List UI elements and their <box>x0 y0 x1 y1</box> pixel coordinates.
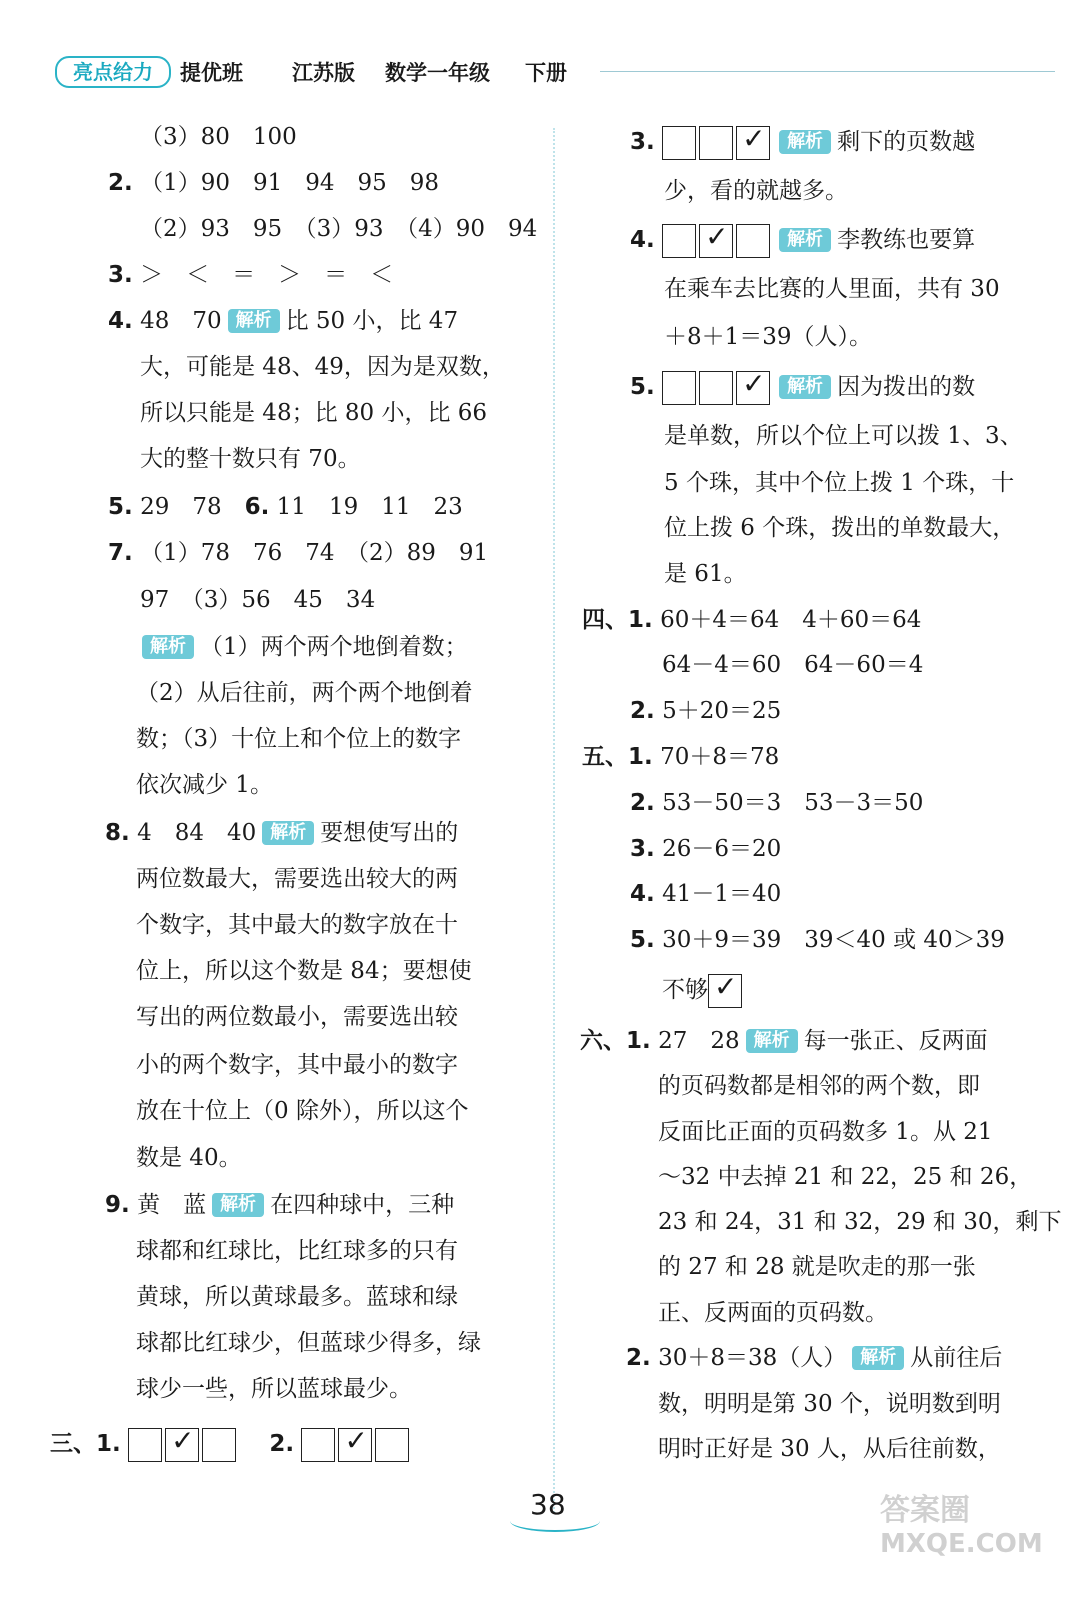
answer-line <box>580 1026 988 1056</box>
answer-text: 写出的两位数最小，需要选出较 <box>136 1004 458 1030</box>
page-number: 38 <box>530 1488 566 1521</box>
question-number: 2. <box>269 1431 295 1457</box>
answer-line <box>582 605 921 635</box>
answer-text: 是 61。 <box>664 561 747 587</box>
answer-text: 48 70 <box>140 308 222 334</box>
svg-text:答案圈: 答案圈 <box>880 1493 970 1528</box>
analysis-text: 剩下的页数越 <box>837 129 976 155</box>
question-number: 3. <box>108 262 133 288</box>
empty-box <box>301 1428 335 1462</box>
analysis-text: 在四种球中，三种 <box>270 1192 455 1218</box>
answer-line <box>626 1343 1002 1373</box>
answer-text: （1）90 91 94 95 98 <box>140 170 440 196</box>
volume: 下册 <box>525 61 567 85</box>
answer-line <box>105 818 458 848</box>
answer-text: 反面比正面的页码数多 1。从 21 <box>658 1119 993 1145</box>
answer-text: 26－6＝20 <box>662 836 782 862</box>
answer-text: 27 28 <box>658 1028 740 1054</box>
answer-line <box>136 1143 242 1173</box>
answer-text: ～32 中去掉 21 和 22，25 和 26， <box>658 1164 1033 1190</box>
answer-text: 53－50＝3 53－3＝50 <box>662 790 924 816</box>
answer-line <box>630 371 975 405</box>
answer-line <box>664 421 1023 451</box>
answer-line <box>140 352 505 382</box>
answer-line <box>140 214 537 244</box>
analysis-badge: 解析 <box>228 309 280 333</box>
empty-box <box>662 126 696 160</box>
answer-line <box>108 260 393 290</box>
answer-line <box>136 724 461 754</box>
answer-text: 64－4＝60 64－60＝4 <box>662 652 924 678</box>
answer-text: （2）从后往前，两个两个地倒着 <box>136 680 473 706</box>
answer-line <box>658 1207 1061 1237</box>
answer-text: 41－1＝40 <box>662 881 782 907</box>
question-number: 5. <box>630 374 655 400</box>
answer-line <box>105 1190 454 1220</box>
answer-line <box>664 513 1015 543</box>
answer-line <box>136 1374 412 1404</box>
analysis-badge: 解析 <box>262 821 314 845</box>
analysis-badge: 解析 <box>142 635 194 659</box>
checkbox-group <box>662 126 773 160</box>
answer-text: 大的整十数只有 70。 <box>140 446 361 472</box>
checked-box <box>338 1428 372 1462</box>
analysis-badge: 解析 <box>779 375 831 399</box>
answer-line <box>108 538 488 568</box>
answer-text: 球都和红球比，比红球多的只有 <box>136 1238 458 1264</box>
answer-line <box>140 585 375 615</box>
answer-line <box>136 678 473 708</box>
answer-line <box>630 788 923 818</box>
answer-line <box>136 1236 458 1266</box>
answer-text: 5 个珠，其中个位上拨 1 个珠，十 <box>664 470 1015 496</box>
analysis-text: 因为拨出的数 <box>837 374 976 400</box>
answer-text: （2）93 95 （3）93 （4）90 94 <box>140 216 538 242</box>
answer-line <box>630 696 781 726</box>
answer-text: 放在十位上（0 除外），所以这个 <box>136 1098 469 1124</box>
empty-box <box>375 1428 409 1462</box>
answer-line <box>630 224 975 258</box>
edition: 江苏版 <box>292 61 355 85</box>
analysis-text: 比 50 小，比 47 <box>285 308 459 334</box>
analysis-text: 李教练也要算 <box>837 227 976 253</box>
analysis-badge: 解析 <box>779 228 831 252</box>
answer-line <box>630 925 1005 955</box>
answer-text: 大，可能是 48、49，因为是双数， <box>140 354 505 380</box>
answer-text: 5＋20＝25 <box>662 698 782 724</box>
empty-box <box>662 371 696 405</box>
empty-box <box>736 224 770 258</box>
empty-box <box>128 1428 162 1462</box>
subject: 数学一年级 <box>385 61 490 85</box>
answer-text: 11 19 11 23 <box>276 494 463 520</box>
checked-box <box>736 371 770 405</box>
answer-line <box>108 492 463 522</box>
brand-logo: 亮点给力 <box>55 56 171 88</box>
checked-box <box>699 224 733 258</box>
question-number: 4. <box>630 881 655 907</box>
answer-text: 60＋4＝64 4＋60＝64 <box>660 607 922 633</box>
answer-line <box>108 306 458 336</box>
answer-line <box>658 1117 993 1147</box>
question-number: 四、1. <box>582 607 653 633</box>
answer-line <box>140 444 361 474</box>
answer-text: 数，明明是第 30 个，说明数到明 <box>658 1391 1001 1417</box>
answer-text: 个数字，其中最大的数字放在十 <box>136 912 458 938</box>
answer-line <box>582 742 779 772</box>
answer-line <box>136 632 468 662</box>
header-rule <box>600 71 1055 72</box>
answer-text: 不够 <box>662 977 708 1003</box>
question-number: 4. <box>108 308 133 334</box>
answer-line <box>658 1252 976 1282</box>
answer-text: 依次减少 1。 <box>136 772 273 798</box>
brand-name: 提优班 <box>180 61 243 85</box>
answer-line <box>662 650 923 680</box>
question-number: 2. <box>630 790 655 816</box>
answer-line <box>136 1050 458 1080</box>
answer-text: 黄球，所以黄球最多。蓝球和绿 <box>136 1284 458 1310</box>
answer-line <box>136 864 458 894</box>
answer-line <box>658 1389 1001 1419</box>
answer-line <box>136 1328 481 1358</box>
question-number: 5. <box>108 494 133 520</box>
question-number: 5. <box>630 927 655 953</box>
answer-text: 球都比红球少，但蓝球少得多，绿 <box>136 1330 481 1356</box>
answer-text: 70＋8＝78 <box>660 744 780 770</box>
watermark <box>880 1490 1050 1564</box>
answer-line <box>658 1434 1001 1464</box>
checked-box <box>708 974 742 1008</box>
answer-line <box>140 398 487 428</box>
empty-box <box>202 1428 236 1462</box>
answer-text: ＞ ＜ ＝ ＞ ＝ ＜ <box>140 262 394 288</box>
answer-line <box>658 1298 888 1328</box>
checked-box <box>165 1428 199 1462</box>
answer-text: 两位数最大，需要选出较大的两 <box>136 866 458 892</box>
question-number: 6. <box>244 494 270 520</box>
answer-text: 黄 蓝 <box>137 1192 207 1218</box>
checkbox-group <box>662 371 773 405</box>
answer-text: 少，看的就越多。 <box>664 178 848 204</box>
question-number: 五、1. <box>582 744 653 770</box>
checkbox-group <box>301 1428 412 1462</box>
answer-text: 23 和 24，31 和 32，29 和 30，剩下 <box>658 1209 1062 1235</box>
section-3-answers <box>50 1428 412 1462</box>
answer-line <box>136 1002 458 1032</box>
answer-text: 29 78 <box>140 494 245 520</box>
question-number: 7. <box>108 540 133 566</box>
answer-text: 所以只能是 48；比 80 小，比 66 <box>140 400 488 426</box>
empty-box <box>662 224 696 258</box>
page-number-swoosh <box>510 1510 600 1532</box>
question-number: 3. <box>630 129 655 155</box>
answer-line <box>136 910 458 940</box>
answer-text: 是单数，所以个位上可以拨 1、3、 <box>664 423 1023 449</box>
empty-box <box>699 126 733 160</box>
question-number: 2. <box>630 698 655 724</box>
answer-text: （3）80 100 <box>140 124 297 150</box>
checkbox-group <box>708 974 745 1008</box>
answer-text: 在乘车去比赛的人里面，共有 30 <box>664 276 1000 302</box>
column-divider <box>553 128 555 1513</box>
checkbox-group <box>128 1428 239 1462</box>
analysis-badge: 解析 <box>779 130 831 154</box>
answer-line <box>136 1282 458 1312</box>
answer-text: 97 （3）56 45 34 <box>140 587 376 613</box>
analysis-text: 从前往后 <box>910 1345 1003 1371</box>
question-number: 8. <box>105 820 130 846</box>
watermark-logo-icon <box>880 1490 1050 1560</box>
answer-text: 30＋9＝39 39＜40 或 40＞39 <box>662 927 1005 953</box>
page-header <box>55 52 1055 88</box>
answer-text: 正、反两面的页码数。 <box>658 1300 888 1326</box>
checkbox-group <box>662 224 773 258</box>
checked-box <box>736 126 770 160</box>
answer-text: 的 27 和 28 就是吹走的那一张 <box>658 1254 976 1280</box>
answer-line <box>136 1096 468 1126</box>
answer-line <box>664 176 848 206</box>
question-number: 4. <box>630 227 655 253</box>
analysis-text: 每一张正、反两面 <box>803 1028 988 1054</box>
answer-line <box>664 274 1000 304</box>
answer-line <box>662 974 745 1008</box>
question-number: 9. <box>105 1192 130 1218</box>
answer-line <box>630 879 781 909</box>
answer-line <box>658 1071 980 1101</box>
answer-line <box>630 834 781 864</box>
question-number: 2. <box>626 1345 651 1371</box>
answer-text: 位上，所以这个数是 84；要想使 <box>136 958 472 984</box>
answer-text: 4 84 40 <box>137 820 257 846</box>
empty-box <box>699 371 733 405</box>
analysis-badge: 解析 <box>746 1029 798 1053</box>
answer-line <box>664 322 872 352</box>
answer-line <box>658 1162 1032 1192</box>
answer-text: （1）两个两个地倒着数； <box>200 634 468 660</box>
answer-line <box>136 956 472 986</box>
question-number: 三、1. <box>50 1431 121 1457</box>
question-number: 六、1. <box>580 1028 651 1054</box>
svg-text:MXQE.COM: MXQE.COM <box>880 1529 1043 1559</box>
answer-text: 小的两个数字，其中最小的数字 <box>136 1052 458 1078</box>
answer-text: ＋8＋1＝39（人）。 <box>664 324 873 350</box>
answer-text: 数；（3）十位上和个位上的数字 <box>136 726 462 752</box>
analysis-badge: 解析 <box>852 1346 904 1370</box>
analysis-text: 要想使写出的 <box>320 820 459 846</box>
answer-line <box>630 126 975 160</box>
question-number: 3. <box>630 836 655 862</box>
answer-line <box>140 122 297 152</box>
answer-text: 30＋8＝38（人） <box>658 1345 847 1371</box>
answer-text: 位上拨 6 个珠，拨出的单数最大， <box>664 515 1016 541</box>
answer-text: 明时正好是 30 人，从后往前数， <box>658 1436 1001 1462</box>
answer-line <box>108 168 439 198</box>
answer-line <box>664 468 1014 498</box>
answer-text: 的页码数都是相邻的两个数，即 <box>658 1073 980 1099</box>
analysis-badge: 解析 <box>212 1193 264 1217</box>
answer-line <box>136 770 273 800</box>
answer-text: （1）78 76 74 （2）89 91 <box>140 540 489 566</box>
question-number: 2. <box>108 170 133 196</box>
answer-text: 球少一些，所以蓝球最少。 <box>136 1376 412 1402</box>
answer-text: 数是 40。 <box>136 1145 242 1171</box>
answer-line <box>664 559 747 589</box>
